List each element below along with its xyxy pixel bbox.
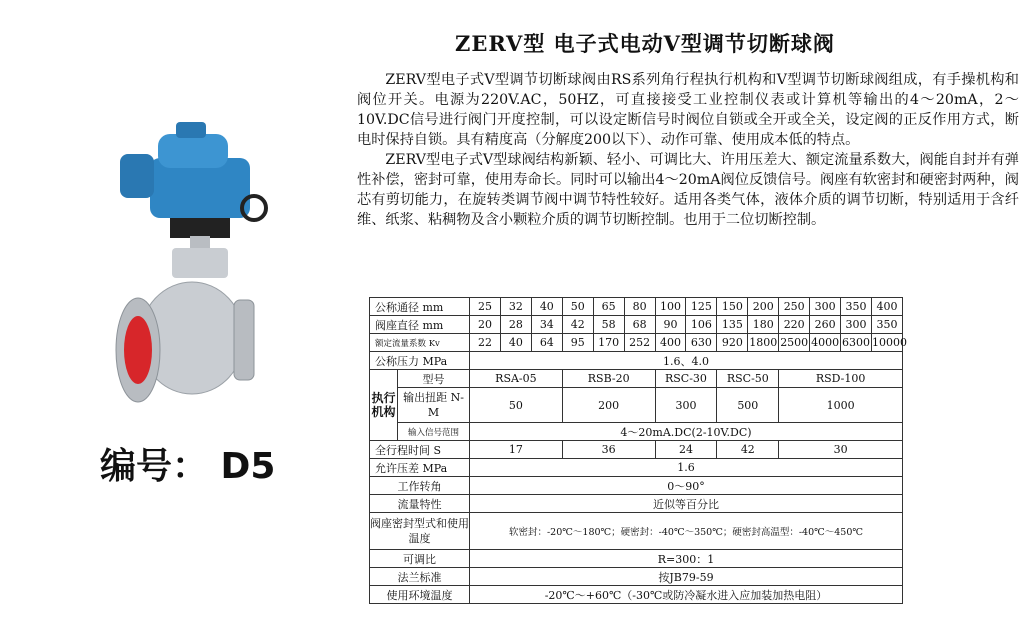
flow-label: 流量特性 [370,495,470,513]
table-cell: 1800 [748,334,779,352]
table-row-kv [370,334,903,352]
table-cell: 28 [500,316,531,334]
table-cell: 40 [531,298,562,316]
table-cell: 252 [624,334,655,352]
table-cell: 24 [655,441,717,459]
table-cell: 180 [748,316,779,334]
table-cell: 135 [717,316,748,334]
table-cell: 42 [717,441,779,459]
table-cell: 250 [779,298,810,316]
table-row-nominal-diameter [370,298,903,316]
table-row-angle [370,477,903,495]
actuator-side [120,154,154,198]
input-label: 输入信号范围 [398,423,470,441]
table-cell: 106 [686,316,717,334]
actuator-label: 执行机构 [370,370,398,441]
angle-value: 0～90° [470,477,903,495]
table-cell: 30 [779,441,903,459]
allow-dp-value: 1.6 [470,459,903,477]
table-row-stroke-time [370,441,903,459]
table-cell: 2500 [779,334,810,352]
table-row-seat-diameter [370,316,903,334]
page-title: ZERV型 电子式电动V型调节切断球阀 [455,31,835,56]
table-cell: 20 [470,316,501,334]
seal-label: 阀座密封型式和使用温度 [370,513,470,550]
product-code: 编号： D5 [100,446,276,487]
seal-value: 软密封：-20℃～180℃；硬密封：-40℃～350℃；硬密封高温型：-40℃～450℃ [470,513,903,550]
table-cell: RSB-20 [562,370,655,388]
table-row-env-temp [370,586,903,604]
table-cell: 90 [655,316,686,334]
table-cell: RSD-100 [779,370,903,388]
table-cell: 125 [686,298,717,316]
table-row-seal [370,513,903,550]
table-cell: 150 [717,298,748,316]
table-cell: 300 [655,388,717,423]
table-cell: RSA-05 [470,370,563,388]
actuator-bracket [170,218,230,238]
table-cell: 1000 [779,388,903,423]
table-row-flow [370,495,903,513]
table-cell: RSC-30 [655,370,717,388]
table-cell: RSC-50 [717,370,779,388]
spec-table [369,297,907,604]
table-cell: 300 [841,316,872,334]
flange-label: 法兰标准 [370,568,470,586]
table-cell: 68 [624,316,655,334]
table-row-allowed-dp [370,459,903,477]
table-cell: 200 [748,298,779,316]
env-value: -20℃～+60℃（-30℃或防冷凝水进入应加装加热电阻） [470,586,903,604]
table-cell: 32 [500,298,531,316]
torque-label: 输出扭距 N-M [398,388,470,423]
table-cell: 350 [841,298,872,316]
table-row-model [370,370,903,388]
input-value: 4～20mA.DC(2-10V.DC) [470,423,903,441]
table-cell: 4000 [810,334,841,352]
table-cell: 17 [470,441,563,459]
env-label: 使用环境温度 [370,586,470,604]
table-cell: 36 [562,441,655,459]
table-cell: 95 [562,334,593,352]
table-cell: 6300 [841,334,872,352]
flow-value: 近似等百分比 [470,495,903,513]
angle-label: 工作转角 [370,477,470,495]
table-row-flange [370,568,903,586]
table-row-input [370,423,903,441]
table-cell: 400 [655,334,686,352]
table-cell: 500 [717,388,779,423]
table-row-range [370,550,903,568]
intro-paragraph-1: ZERV型电子式V型调节切断球阀由RS系列角行程执行机构和V型调节切断球阀组成，有手操机构和阀位开关。电源为220V.AC，50HZ，可直接接受工业控制仪表或计算机等输出的4～20mA，2～10V.DC信号进行阀门开度控制，可以设定断信号时阀位自锁或全开或全关，设定阀的正反作用方式，断电时保持自锁。具有精度高（分解度200以下）、动作可靠、使用成本低的特点。 [357,72,1019,148]
table-cell: 64 [531,334,562,352]
nominal-dia-label: 公称通径 mm [370,298,470,316]
table-cell: 40 [500,334,531,352]
range-label: 可调比 [370,550,470,568]
table-cell: 200 [562,388,655,423]
table-row-torque [370,388,903,423]
table-cell: 42 [562,316,593,334]
model-label: 型号 [398,370,470,388]
valve-product-image [110,118,270,418]
table-cell: 10000 [872,334,903,352]
table-cell: 300 [810,298,841,316]
table-cell: 58 [593,316,624,334]
valve-neck [172,248,228,278]
actuator-cap [176,122,206,138]
table-cell: 34 [531,316,562,334]
table-cell: 920 [717,334,748,352]
intro-text [357,70,1019,230]
table-cell: 50 [562,298,593,316]
table-row-pressure [370,352,903,370]
range-value: R=300：1 [470,550,903,568]
table-cell: 100 [655,298,686,316]
table-cell: 65 [593,298,624,316]
flange-right [234,300,254,380]
pressure-label: 公称压力 MPa [370,352,470,370]
table-cell: 400 [872,298,903,316]
seat-dia-label: 阀座直径 mm [370,316,470,334]
table-cell: 350 [872,316,903,334]
flange-value: 按JB79-59 [470,568,903,586]
kv-label: 额定流量系数 Kv [370,334,470,352]
allow-dp-label: 允许压差 MPa [370,459,470,477]
table-cell: 80 [624,298,655,316]
table-cell: 630 [686,334,717,352]
actuator-top [158,134,228,168]
intro-paragraph-2: ZERV型电子式V型球阀结构新颖、轻小、可调比大、许用压差大、额定流量系数大，阀能自封并有弹性补偿，密封可靠，使用寿命长。同时可以输出4～20mA阀位反馈信号。阀座有软密封和硬密封两种，阀芯有剪切能力，在旋转类调节阀中调节特性较好。适用各类气体，液体介质的调节切断，特别适用于含纤维、纸浆、粘稠物及含小颗粒介质的调节切断控制。也用于二位切断控制。 [357,152,1019,228]
pressure-value: 1.6、4.0 [470,352,903,370]
table-cell: 220 [779,316,810,334]
table-cell: 25 [470,298,501,316]
table-cell: 22 [470,334,501,352]
table-cell: 260 [810,316,841,334]
table-cell: 50 [470,388,563,423]
table-cell: 170 [593,334,624,352]
stroke-label: 全行程时间 S [370,441,470,459]
seat-opening [124,316,152,384]
